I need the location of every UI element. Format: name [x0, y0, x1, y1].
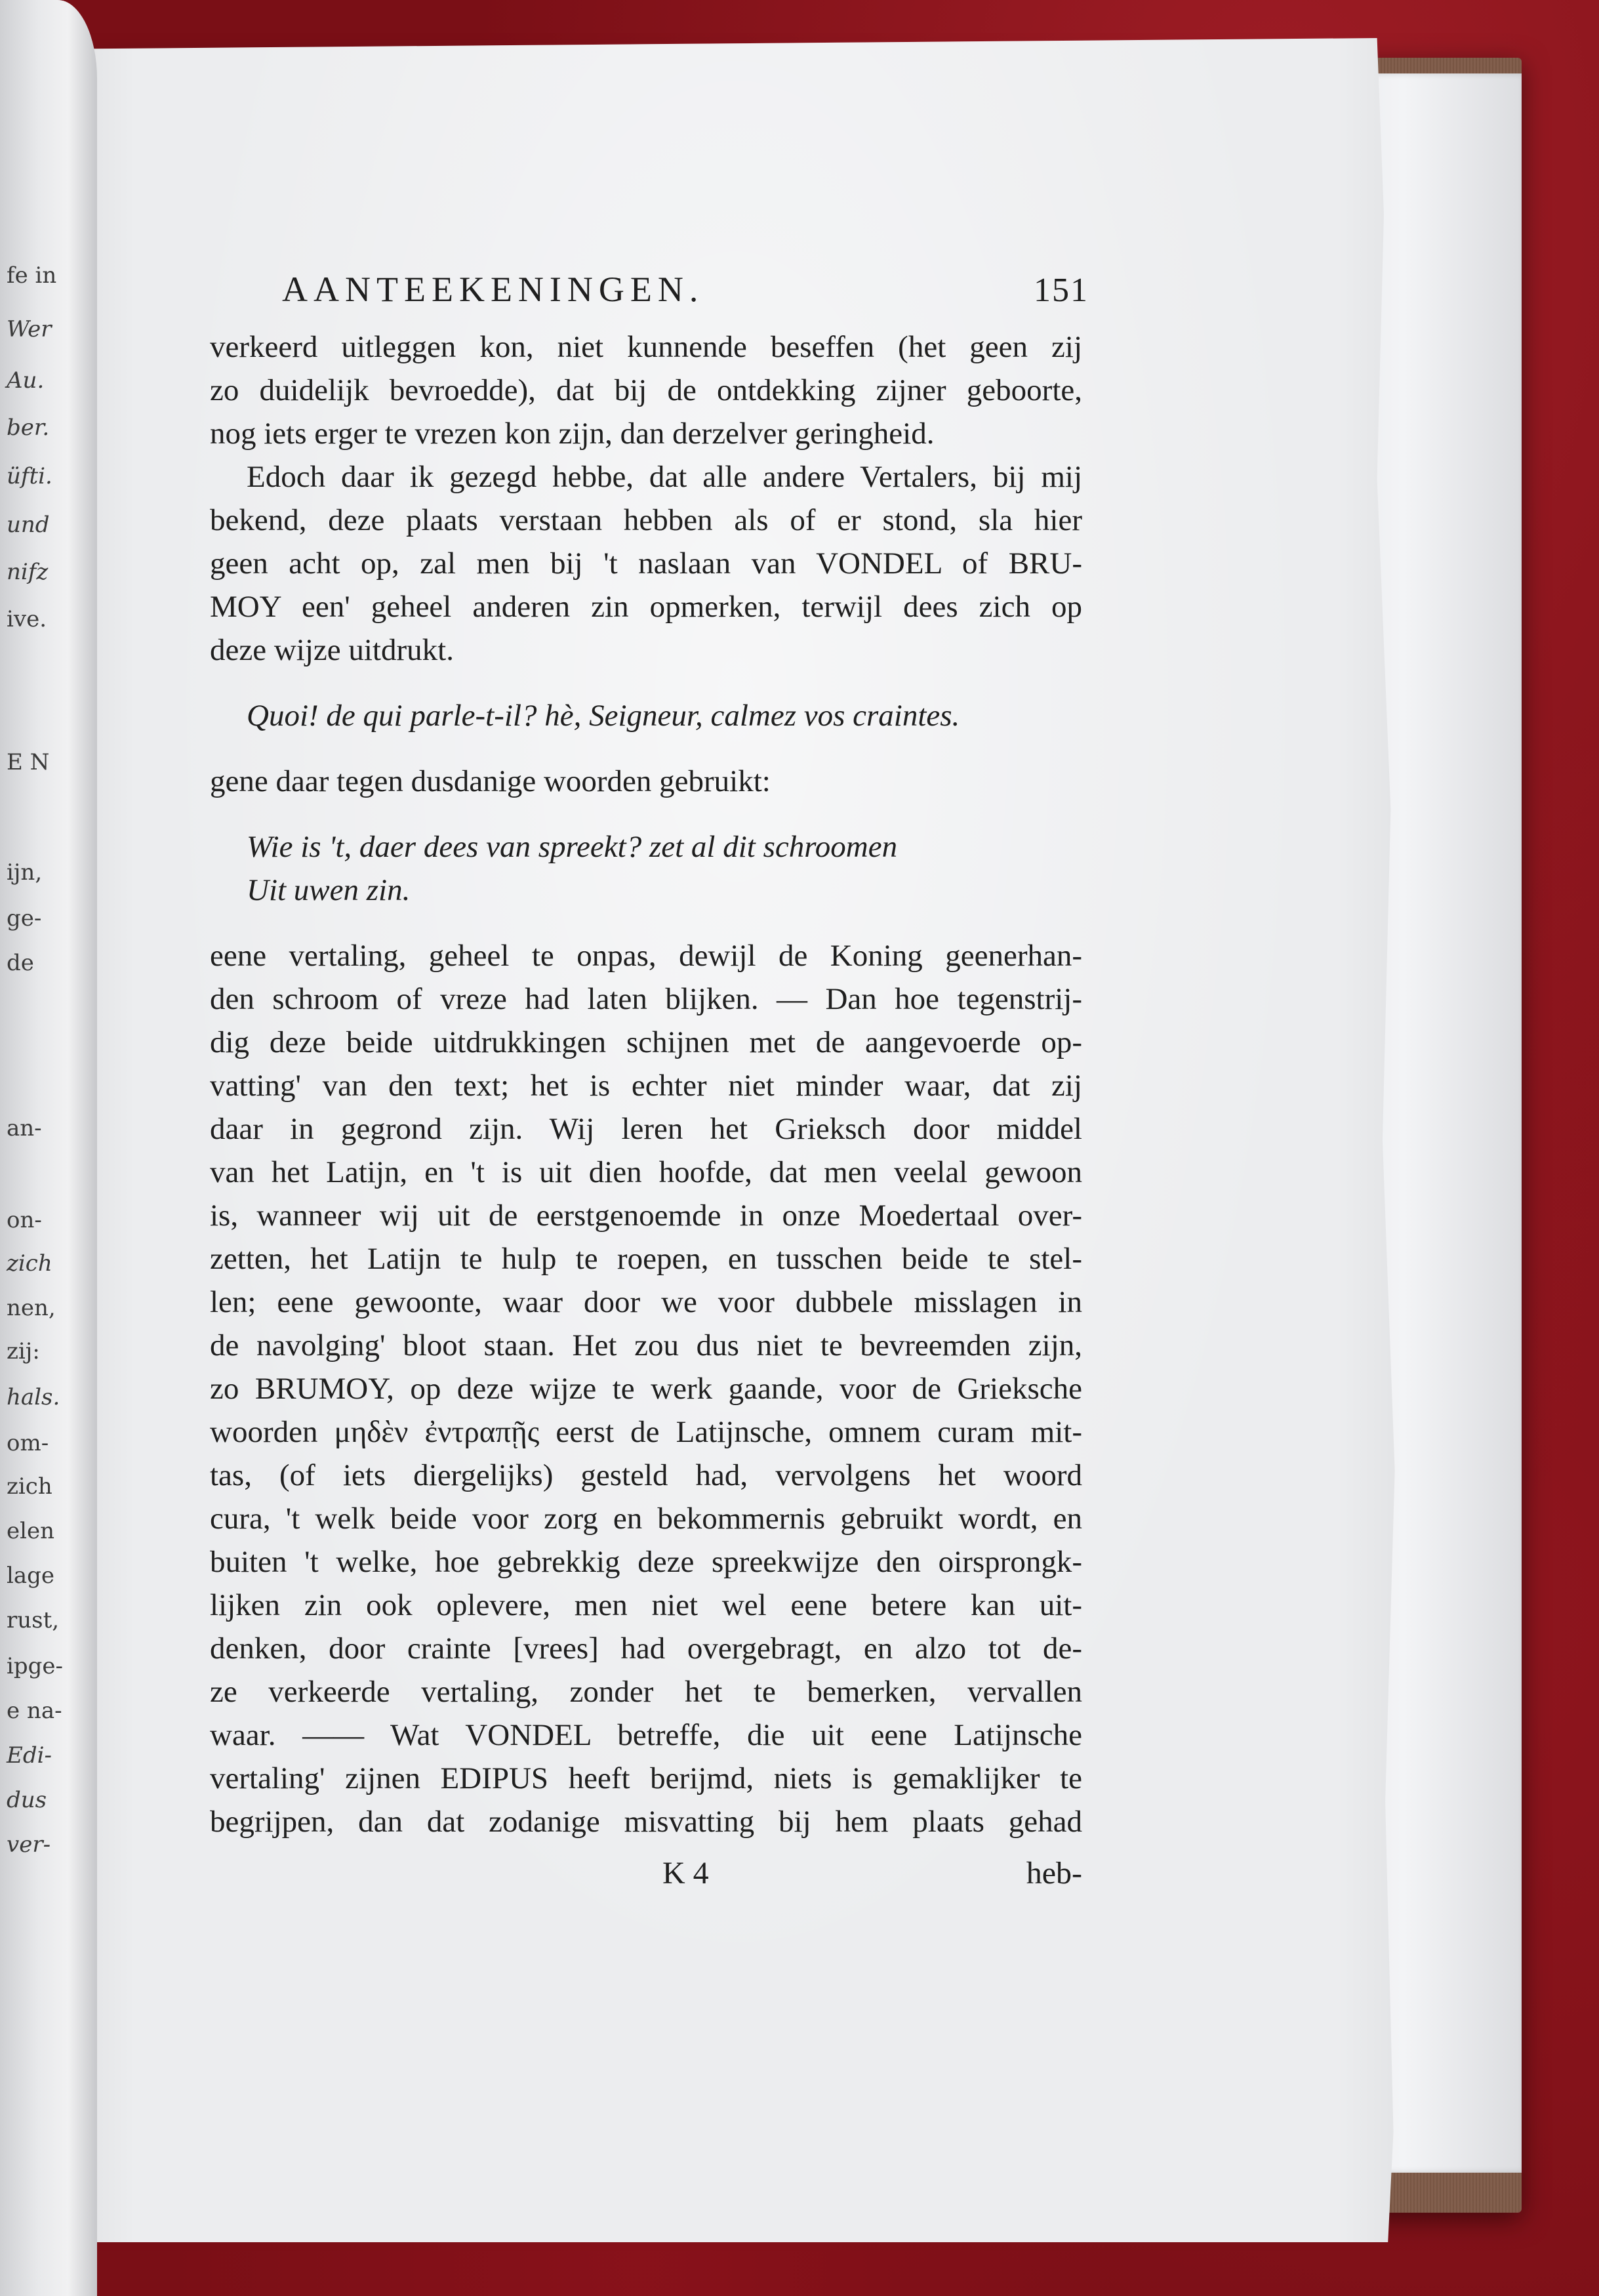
text-line: begrijpen, dan dat zodanige misvatting bij hem plaats gehad — [210, 1805, 1082, 1839]
left-fragment: ber. — [7, 415, 50, 441]
left-fragment: on- — [7, 1207, 42, 1233]
text-line: woorden μηδὲν ἐντραπῇς eerst de Latijnsche, omnem curam mit- — [210, 1415, 1082, 1449]
quote-dutch — [210, 825, 1082, 912]
text-line: van het Latijn, en 't is uit dien hoofde, dat men veelal gewoon — [210, 1155, 1082, 1189]
text-line: zo duidelijk bevroedde), dat bij de ontdekking zijner geboorte, — [210, 373, 1082, 407]
left-page — [0, 0, 97, 2296]
page-text — [210, 269, 1089, 1891]
text-line: denken, door crainte [vrees] had overgebragt, en alzo tot de- — [210, 1631, 1082, 1666]
paragraph-2 — [210, 455, 1082, 672]
left-fragment: Au. — [7, 367, 45, 394]
text-line: verkeerd uitleggen kon, niet kunnende beseffen (het geen zij — [210, 330, 1082, 364]
text-line: zo BRUMOY, op deze wijze te werk gaande, voor de Grieksche — [210, 1372, 1082, 1406]
text-line: waar. —— Wat VONDEL betreffe, die uit eene Latijnsche — [210, 1718, 1082, 1752]
left-fragment: ver- — [7, 1832, 51, 1858]
left-fragment: Edi- — [7, 1742, 52, 1769]
text-line: gene daar tegen dusdanige woorden gebruikt: — [210, 764, 771, 798]
text-line: geen acht op, zal men bij 't naslaan van VONDEL of BRU- — [210, 546, 1082, 581]
text-line: de navolging' bloot staan. Het zou dus niet te bevreemden zijn, — [210, 1328, 1082, 1363]
paragraph-4 — [210, 934, 1082, 1843]
left-fragment: zij: — [7, 1338, 40, 1364]
left-fragment: zich — [7, 1473, 52, 1500]
text-line: nog iets erger te vrezen kon zijn, dan derzelver geringheid. — [210, 417, 935, 451]
left-fragment: fe in — [7, 262, 57, 289]
left-fragment: om- — [7, 1430, 49, 1456]
paragraph-1 — [210, 325, 1082, 455]
text-line: bekend, deze plaats verstaan hebben als of er stond, sla hier — [210, 503, 1082, 537]
quote-line: Wie is 't, daer dees van spreekt? zet al dit schroomen — [247, 830, 898, 864]
left-fragment: elen — [7, 1518, 55, 1544]
left-fragment: ive. — [7, 606, 47, 632]
left-fragment: nen, — [7, 1295, 56, 1321]
text-line: den schroom of vreze had laten blijken. — Dan hoe tegenstrij- — [210, 982, 1082, 1016]
quote-line: Uit uwen zin. — [247, 873, 411, 907]
left-fragment: e na- — [7, 1698, 62, 1724]
left-fragment: ge- — [7, 905, 42, 932]
page-number: 151 — [1034, 272, 1089, 309]
running-title: AANTEEKENINGEN. — [282, 270, 704, 309]
text-line: buiten 't welke, hoe gebrekkig deze spreekwijze den oirsprongk- — [210, 1545, 1082, 1579]
quote-french — [210, 694, 1082, 737]
left-fragment: ijn, — [7, 859, 43, 886]
left-page-text — [0, 0, 97, 2296]
text-line: tas, (of iets diergelijks) gesteld had, vervolgens het woord — [210, 1458, 1082, 1492]
text-line: MOY een' geheel anderen zin opmerken, terwijl dees zich op — [210, 590, 1082, 624]
signature-mark: K 4 — [662, 1856, 709, 1891]
left-fragment: de — [7, 950, 34, 976]
left-fragment: ipge- — [7, 1653, 64, 1679]
left-fragment: an- — [7, 1115, 42, 1141]
text-line: dig deze beide uitdrukkingen schijnen met de aangevoerde op- — [210, 1025, 1082, 1059]
text-line: daar in gegrond zijn. Wij leren het Grieksch door middel — [210, 1112, 1082, 1146]
left-fragment: lage — [7, 1563, 55, 1589]
text-line: vertaling' zijnen EDIPUS heeft berijmd, niets is gemaklijker te — [210, 1761, 1082, 1795]
left-fragment: rust, — [7, 1607, 60, 1633]
catchword: heb- — [1026, 1856, 1082, 1891]
paragraph-3 — [210, 760, 1082, 803]
left-fragment: üfti. — [7, 463, 52, 489]
text-line: vatting' van den text; het is echter niet minder waar, dat zij — [210, 1069, 1082, 1103]
left-fragment: und — [7, 512, 50, 538]
left-fragment: dus — [7, 1787, 47, 1813]
text-line: lijken zin ook oplevere, men niet wel eene betere kan uit- — [210, 1588, 1082, 1622]
text-line: Edoch daar ik gezegd hebbe, dat alle andere Vertalers, bij mij — [247, 460, 1082, 494]
text-line: deze wijze uitdrukt. — [210, 633, 454, 667]
text-line: ze verkeerde vertaling, zonder het te bemerken, vervallen — [210, 1675, 1082, 1709]
running-header — [282, 269, 1089, 310]
text-line: cura, 't welk beide voor zorg en bekommernis gebruikt wordt, en — [210, 1502, 1082, 1536]
left-fragment: nifz — [7, 559, 49, 585]
quote-line: Quoi! de qui parle-t-il? hè, Seigneur, calmez vos craintes. — [247, 699, 960, 733]
text-line: eene vertaling, geheel te onpas, dewijl de Koning geenerhan- — [210, 939, 1082, 973]
text-line: len; eene gewoonte, waar door we voor dubbele misslagen in — [210, 1285, 1082, 1319]
text-line: is, wanneer wij uit de eerstgenoemde in onze Moedertaal over- — [210, 1199, 1082, 1233]
page-footer — [210, 1855, 1082, 1891]
left-fragment: hals. — [7, 1384, 60, 1410]
left-fragment: E N — [7, 749, 50, 775]
left-fragment: Wer — [7, 316, 52, 342]
text-line: zetten, het Latijn te hulp te roepen, en tusschen beide te stel- — [210, 1242, 1082, 1276]
left-fragment: zich — [7, 1250, 52, 1277]
